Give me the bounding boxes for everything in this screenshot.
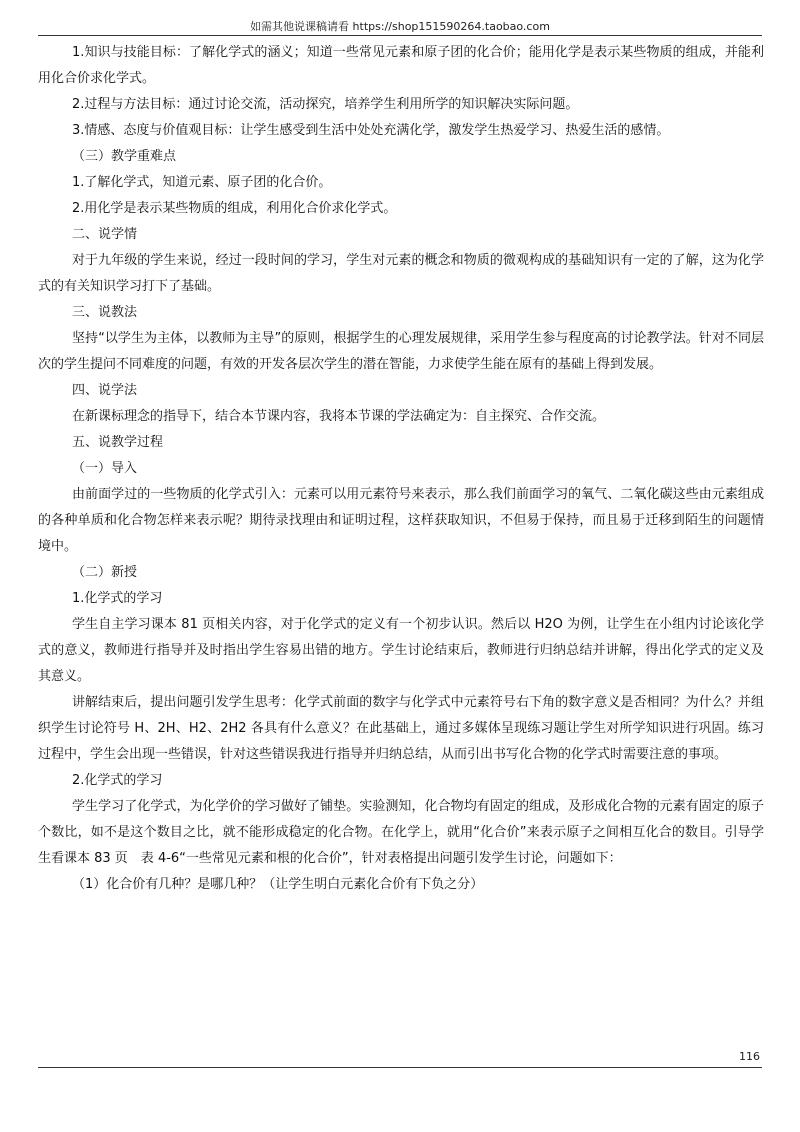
paragraph-objective-process: 2.过程与方法目标：通过讨论交流，活动探究，培养学生利用所学的知识解决实际问题。 bbox=[72, 97, 579, 112]
heading-student-analysis: 二、说学情 bbox=[72, 227, 138, 242]
heading-new-lesson: （二）新授 bbox=[72, 565, 138, 580]
paragraph-student-analysis: 对于九年级的学生来说，经过一段时间的学习，学生对元素的概念和物质的微观构成的基础知识有一定的了解，这为化学式的有关知识学习打下了基础。 bbox=[38, 253, 764, 294]
header-divider bbox=[38, 35, 762, 36]
heading-chemical-formula: 1.化学式的学习 bbox=[72, 591, 163, 606]
heading-chemical-formula-2: 2.化学式的学习 bbox=[72, 773, 163, 788]
paragraph-objective-emotion: 3.情感、态度与价值观目标：让学生感受到生活中处处充满化学，激发学生热爱学习、热爱生活的感情。 bbox=[72, 123, 670, 138]
paragraph-teaching-method: 坚持“以学生为主体，以教师为主导”的原则，根据学生的心理发展规律，采用学生参与程度高的讨论教学法。针对不同层次的学生提问不同难度的问题，有效的开发各层次学生的潜在智能，力求使学生能在原有的基础上得到发展。 bbox=[38, 331, 764, 372]
document-body bbox=[38, 40, 764, 898]
paragraph-key-point-1: 1.了解化学式，知道元素、原子团的化合价。 bbox=[72, 175, 332, 190]
heading-teaching-method: 三、说教法 bbox=[72, 305, 138, 320]
heading-learning-method: 四、说学法 bbox=[72, 383, 138, 398]
paragraph-self-study: 学生自主学习课本 81 页相关内容，对于化学式的定义有一个初步认识。然后以 H2O 为例，让学生在小组内讨论该化学式的意义，教师进行指导并及时指出学生容易出错的地方。学生讨论结束后，教师进行归纳总结并讲解，得出化学式的定义及其意义。 bbox=[38, 617, 764, 684]
heading-teaching-process: 五、说教学过程 bbox=[72, 435, 164, 450]
paragraph-key-point-2: 2.用化学是表示某些物质的组成，利用化合价求化学式。 bbox=[72, 201, 397, 216]
paragraph-introduction: 由前面学过的一些物质的化学式引入：元素可以用元素符号来表示，那么我们前面学习的氧气、二氧化碳这些由元素组成的各种单质和化合物怎样来表示呢？期待录找理由和证明过程，这样获取知识，不但易于保持，而且易于迁移到陌生的问题情境中。 bbox=[38, 487, 764, 554]
heading-introduction: （一）导入 bbox=[72, 461, 138, 476]
paragraph-learning-method: 在新课标理念的指导下，结合本节课内容，我将本节课的学法确定为：自主探究、合作交流。 bbox=[72, 409, 606, 424]
heading-key-points: （三）教学重难点 bbox=[72, 149, 177, 164]
footer-divider bbox=[38, 1067, 762, 1068]
paragraph-valence: 学生学习了化学式，为化学价的学习做好了铺垫。实验测知，化合物均有固定的组成，及形成化合物的元素有固定的原子个数比，如不是这个数目之比，就不能形成稳定的化合物。在化学上，就用“化合价”来表示原子之间相互化合的数目。引导学生看课本 83 页 表 4-6“一些常见元素和根的化合价”，针对表格提出问题引发学生讨论，问题如下： bbox=[38, 799, 764, 866]
paragraph-question-1: （1）化合价有几种？是哪几种？（让学生明白元素化合价有下负之分） bbox=[72, 877, 484, 892]
paragraph-objective-knowledge: 1.知识与技能目标：了解化学式的涵义；知道一些常见元素和原子团的化合价；能用化学是表示某些物质的组成，并能利用化合价求化学式。 bbox=[38, 45, 764, 86]
page-number: 116 bbox=[739, 1050, 760, 1063]
paragraph-discussion: 讲解结束后，提出问题引发学生思考：化学式前面的数字与化学式中元素符号右下角的数字意义是否相同？为什么？并组织学生讨论符号 H、2H、H2、2H2 各具有什么意义？在此基础上，通过多媒体呈现练习题让学生对所学知识进行巩固。练习过程中，学生会出现一些错误，针对这些错误我进行指导并归纳总结，从而引出书写化合物的化学式时需要注意的事项。 bbox=[38, 695, 764, 762]
page-header: 如需其他说课稿请看 https://shop151590264.taobao.com bbox=[250, 20, 550, 33]
